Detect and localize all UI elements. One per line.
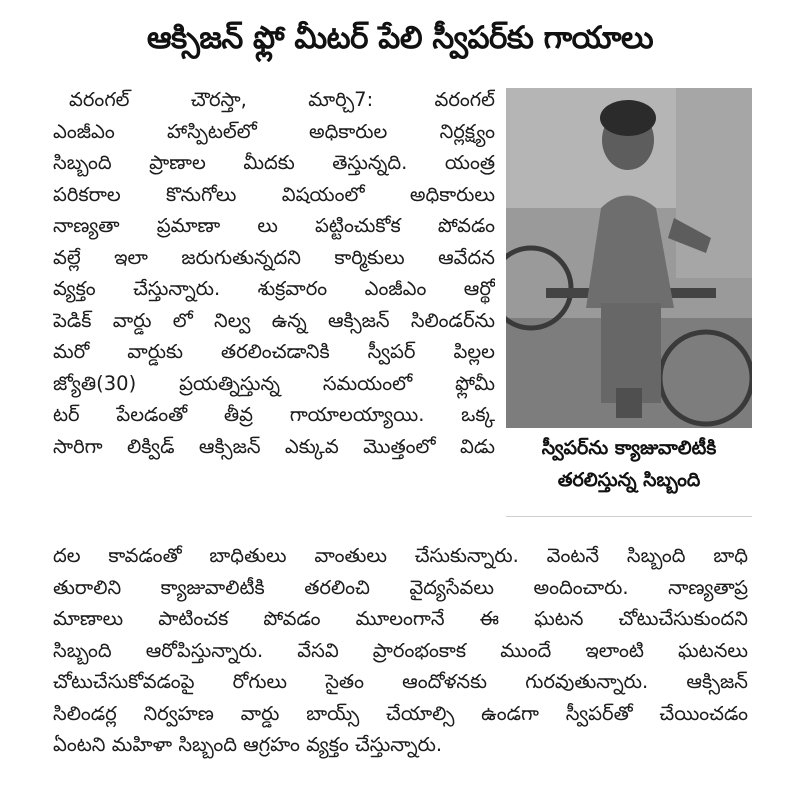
headline-text: ఆక్సిజన్ ఫ్లో మీటర్ పేలి స్వీపర్‌కు గాయాలు — [146, 20, 654, 56]
body-line: ఎంజీఎం హాస్పిటల్‌లో అధికారుల నిర్లక్ష్యం — [53, 119, 495, 143]
sweeper-in-wheelchair-photo — [506, 88, 752, 428]
photo-caption — [506, 432, 752, 496]
body-line: టర్ పేలడంతో తీవ్ర గాయాలయ్యాయి. ఒక్క — [53, 403, 495, 426]
body-line: వ్యక్తం చేస్తున్నారు. శుక్రవారం ఎంజీఎం ఆర్థో — [53, 277, 495, 300]
article-headline — [0, 14, 800, 62]
body-line: జ్యోతి(30) ప్రయత్నిస్తున్న సమయంలో ఫ్లోమీ — [53, 371, 495, 395]
body-line: ఏంటని మహిళా సిబ్బంది ఆగ్రహం వ్యక్తం చేస్తున్నారు. — [53, 733, 443, 756]
body-line: మరో వార్డుకు తరలించడానికి స్వీపర్ పిల్లల — [53, 340, 495, 363]
body-line: మాణాలు పాటించక పోవడం మూలంగానే ఈ ఘటన చోటుచేసుకుందని — [53, 607, 748, 630]
body-line: దల కావడంతో బాధితులు వాంతులు చేసుకున్నారు. వెంటనే సిబ్బంది బాధి — [53, 544, 748, 567]
body-line: సారిగా లిక్విడ్ ఆక్సిజన్ ఎక్కువ మొత్తంలో విడు — [53, 434, 495, 458]
article-body-beside-photo — [53, 84, 495, 462]
body-line: తురాలిని క్యాజువాలిటీకి తరలించి వైద్యసేవలు అందించారు. నాణ్యతాప్ర — [53, 575, 748, 599]
body-line: సిబ్బంది ప్రాణాల మీదకు తెస్తున్నది. యంత్ర — [53, 151, 495, 174]
caption-divider — [506, 516, 752, 517]
body-line: సిబ్బంది ఆరోపిస్తున్నారు. వేసవి ప్రారంభంకాక ముందే ఇలాంటి ఘటనలు — [53, 638, 748, 662]
body-line: వల్లే ఇలా జరుగుతున్నదని కార్మికులు ఆవేదన — [53, 245, 495, 269]
body-line: పెడిక్ వార్డు లో నిల్వ ఉన్న ఆక్సిజన్ సిలిండర్‌ను — [53, 308, 495, 332]
caption-line: తరలిస్తున్న సిబ్బంది — [557, 469, 701, 491]
body-line: చోటుచేసుకోవడంపై రోగులు సైతం ఆందోళనకు గురవుతున్నారు. ఆక్సిజన్ — [53, 670, 748, 693]
body-line: నాణ్యతా ప్రమాణా లు పట్టించుకోక పోవడం — [53, 214, 495, 237]
article-body-full-width — [53, 540, 748, 761]
body-line: సిలిండర్ల నిర్వహణ వార్డు బాయ్స్ చేయాల్సి ఉండగా స్వీపర్‌తో చేయించడం — [53, 701, 748, 725]
caption-line: స్వీపర్‌ను క్యాజువాలిటీకి — [541, 437, 717, 459]
article-photo — [506, 88, 752, 428]
body-line: పరికరాల కొనుగోలు విషయంలో అధికారులు — [53, 182, 495, 206]
body-line: వరంగల్ చౌరస్తా, మార్చి7: వరంగల్ — [69, 88, 495, 111]
